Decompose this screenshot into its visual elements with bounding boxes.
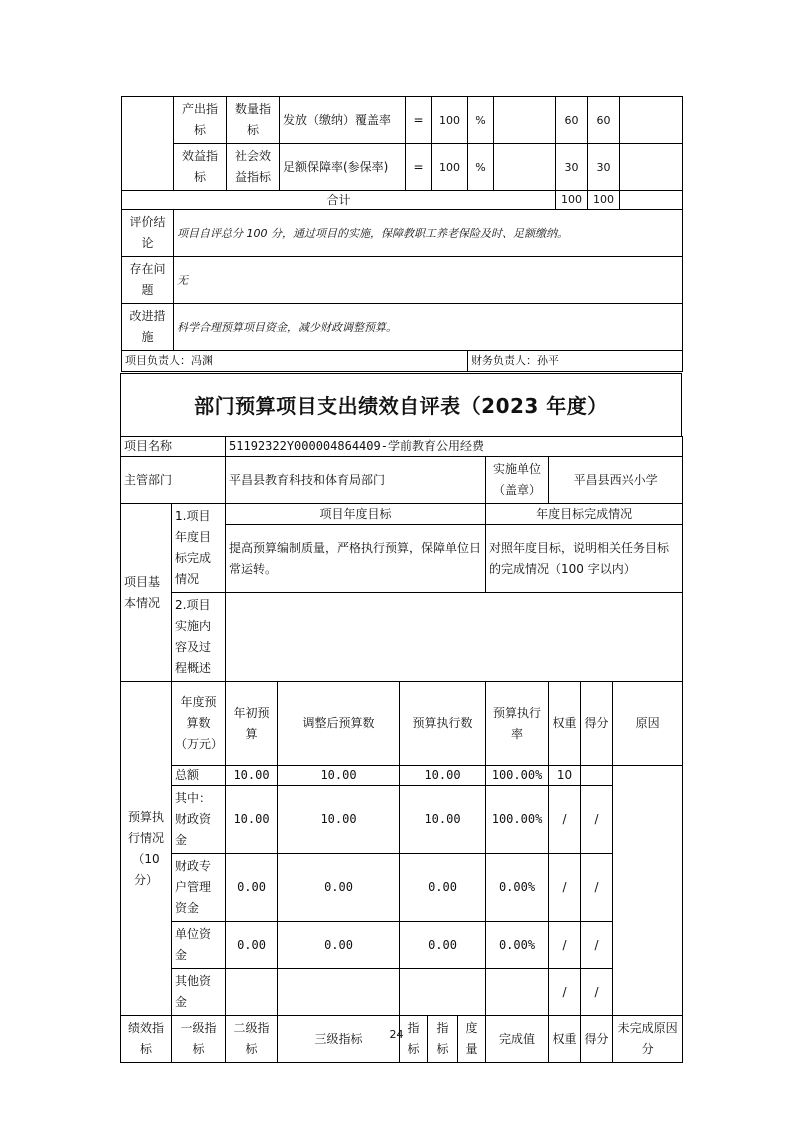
department: 平昌县教育科技和体育局部门 xyxy=(226,457,486,504)
project-name-label: 项目名称 xyxy=(121,437,226,457)
budget-header: 预算执行数 xyxy=(400,682,486,766)
adjusted-budget: 0.00 xyxy=(278,854,400,922)
operator: = xyxy=(406,144,432,191)
signature-row xyxy=(122,351,683,372)
blank-cell xyxy=(122,97,174,191)
blank-cell xyxy=(620,191,683,210)
adjusted-budget xyxy=(278,969,400,1016)
reason-cell xyxy=(613,766,683,1016)
perf-header: 二级指标 xyxy=(226,1016,278,1063)
goal-text: 提高预算编制质量，严格执行预算，保障单位日常运转。 xyxy=(226,525,486,593)
executed-budget: 10.00 xyxy=(400,766,486,786)
operator: = xyxy=(406,97,432,144)
level2-indicator: 数量指标 xyxy=(227,97,280,144)
initial-budget: 0.00 xyxy=(226,854,278,922)
budget-header: 预算执行率 xyxy=(486,682,549,766)
initial-budget: 10.00 xyxy=(226,766,278,786)
budget-header: 原因 xyxy=(613,682,683,766)
goal-header-row xyxy=(121,504,683,525)
fund-name: 总额 xyxy=(172,766,226,786)
executed-budget: 0.00 xyxy=(400,854,486,922)
implementing-unit-label: 实施单位（盖章） xyxy=(486,457,549,504)
project-leader: 项目负责人：冯渊 xyxy=(122,351,468,372)
fund-name: 其他资金 xyxy=(172,969,226,1016)
weight: 30 xyxy=(556,144,588,191)
executed-budget: 10.00 xyxy=(400,786,486,854)
process-row xyxy=(121,593,683,682)
form-title-box xyxy=(120,373,682,437)
level1-indicator: 效益指标 xyxy=(174,144,227,191)
improve-label: 改进措施 xyxy=(122,304,174,351)
initial-budget: 10.00 xyxy=(226,786,278,854)
adjusted-budget: 10.00 xyxy=(278,766,400,786)
budget-row xyxy=(121,969,683,1016)
continuation-table xyxy=(121,96,683,372)
goal-label: 1.项目年度目标完成情况 xyxy=(172,504,226,593)
score: 60 xyxy=(588,97,620,144)
process-text xyxy=(226,593,683,682)
basic-info-label: 项目基本情况 xyxy=(121,504,172,682)
weight: / xyxy=(549,922,581,969)
actual-value xyxy=(494,97,556,144)
perf-header: 完成值 xyxy=(486,1016,549,1063)
score: / xyxy=(581,854,613,922)
level1-indicator: 产出指标 xyxy=(174,97,227,144)
finance-leader: 财务负责人：孙平 xyxy=(468,351,683,372)
score: / xyxy=(581,786,613,854)
self-evaluation-table xyxy=(120,436,683,1063)
execution-rate: 100.00% xyxy=(486,786,549,854)
perf-header: 权重 xyxy=(549,1016,581,1063)
perf-header: 绩效指标 xyxy=(121,1016,172,1063)
budget-header: 权重 xyxy=(549,682,581,766)
improve-row xyxy=(122,304,683,351)
weight: 10 xyxy=(549,766,581,786)
total-row xyxy=(122,191,683,210)
executed-budget: 0.00 xyxy=(400,922,486,969)
executed-budget xyxy=(400,969,486,1016)
unit: % xyxy=(468,97,494,144)
perf-header: 得分 xyxy=(581,1016,613,1063)
initial-budget xyxy=(226,969,278,1016)
implementing-unit: 平昌县西兴小学 xyxy=(549,457,683,504)
department-label: 主管部门 xyxy=(121,457,226,504)
goal-done-text: 对照年度目标，说明相关任务目标的完成情况（100 字以内） xyxy=(486,525,683,593)
improve-text: 科学合理预算项目资金，减少财政调整预算。 xyxy=(174,304,683,351)
problems-label: 存在问题 xyxy=(122,257,174,304)
reason xyxy=(620,97,683,144)
level2-indicator: 社会效益指标 xyxy=(227,144,280,191)
budget-header: 调整后预算数 xyxy=(278,682,400,766)
perf-header: 指标 xyxy=(400,1016,428,1063)
budget-row xyxy=(121,854,683,922)
budget-header: 得分 xyxy=(581,682,613,766)
weight: 60 xyxy=(556,97,588,144)
budget-row xyxy=(121,786,683,854)
process-label: 2.项目实施内容及过程概述 xyxy=(172,593,226,682)
budget-header-row xyxy=(121,682,683,766)
perf-header: 指标 xyxy=(428,1016,458,1063)
score: / xyxy=(581,969,613,1016)
execution-rate: 100.00% xyxy=(486,766,549,786)
budget-row xyxy=(121,766,683,786)
unit: % xyxy=(468,144,494,191)
reason xyxy=(620,144,683,191)
score: / xyxy=(581,922,613,969)
budget-label: 预算执行情况（10分） xyxy=(121,682,172,1016)
department-row xyxy=(121,457,683,504)
weight: / xyxy=(549,854,581,922)
fund-name: 其中：财政资金 xyxy=(172,786,226,854)
conclusion-label: 评价结论 xyxy=(122,210,174,257)
total-label: 合计 xyxy=(122,191,556,210)
level3-indicator: 发放（缴纳）覆盖率 xyxy=(280,97,406,144)
perf-header: 三级指标 xyxy=(278,1016,400,1063)
total-score: 100 xyxy=(588,191,620,210)
perf-header: 度量 xyxy=(458,1016,486,1063)
budget-header: 年初预算 xyxy=(226,682,278,766)
problems-row xyxy=(122,257,683,304)
budget-header: 年度预算数（万元） xyxy=(172,682,226,766)
adjusted-budget: 10.00 xyxy=(278,786,400,854)
perf-header: 未完成原因分 xyxy=(613,1016,683,1063)
output-indicator-row xyxy=(122,97,683,144)
adjusted-budget: 0.00 xyxy=(278,922,400,969)
perf-header: 一级指标 xyxy=(172,1016,226,1063)
project-name: 51192322Y000004864409-学前教育公用经费 xyxy=(226,437,683,457)
execution-rate xyxy=(486,969,549,1016)
problems-text: 无 xyxy=(174,257,683,304)
form-title: 部门预算项目支出绩效自评表（2023 年度） xyxy=(194,394,608,418)
score xyxy=(581,766,613,786)
target-value: 100 xyxy=(432,144,468,191)
goal-done-header: 年度目标完成情况 xyxy=(486,504,683,525)
weight: / xyxy=(549,969,581,1016)
execution-rate: 0.00% xyxy=(486,922,549,969)
effect-indicator-row xyxy=(122,144,683,191)
fund-name: 单位资金 xyxy=(172,922,226,969)
conclusion-row xyxy=(122,210,683,257)
page-number: 24 xyxy=(389,1028,404,1041)
goal-header: 项目年度目标 xyxy=(226,504,486,525)
initial-budget: 0.00 xyxy=(226,922,278,969)
budget-row xyxy=(121,922,683,969)
level3-indicator: 足额保障率(参保率) xyxy=(280,144,406,191)
conclusion-text: 项目自评总分 100 分，通过项目的实施，保障教职工养老保险及时、足额缴纳。 xyxy=(174,210,683,257)
fund-name: 财政专户管理资金 xyxy=(172,854,226,922)
execution-rate: 0.00% xyxy=(486,854,549,922)
project-name-row xyxy=(121,437,683,457)
actual-value xyxy=(494,144,556,191)
total-weight: 100 xyxy=(556,191,588,210)
score: 30 xyxy=(588,144,620,191)
target-value: 100 xyxy=(432,97,468,144)
weight: / xyxy=(549,786,581,854)
